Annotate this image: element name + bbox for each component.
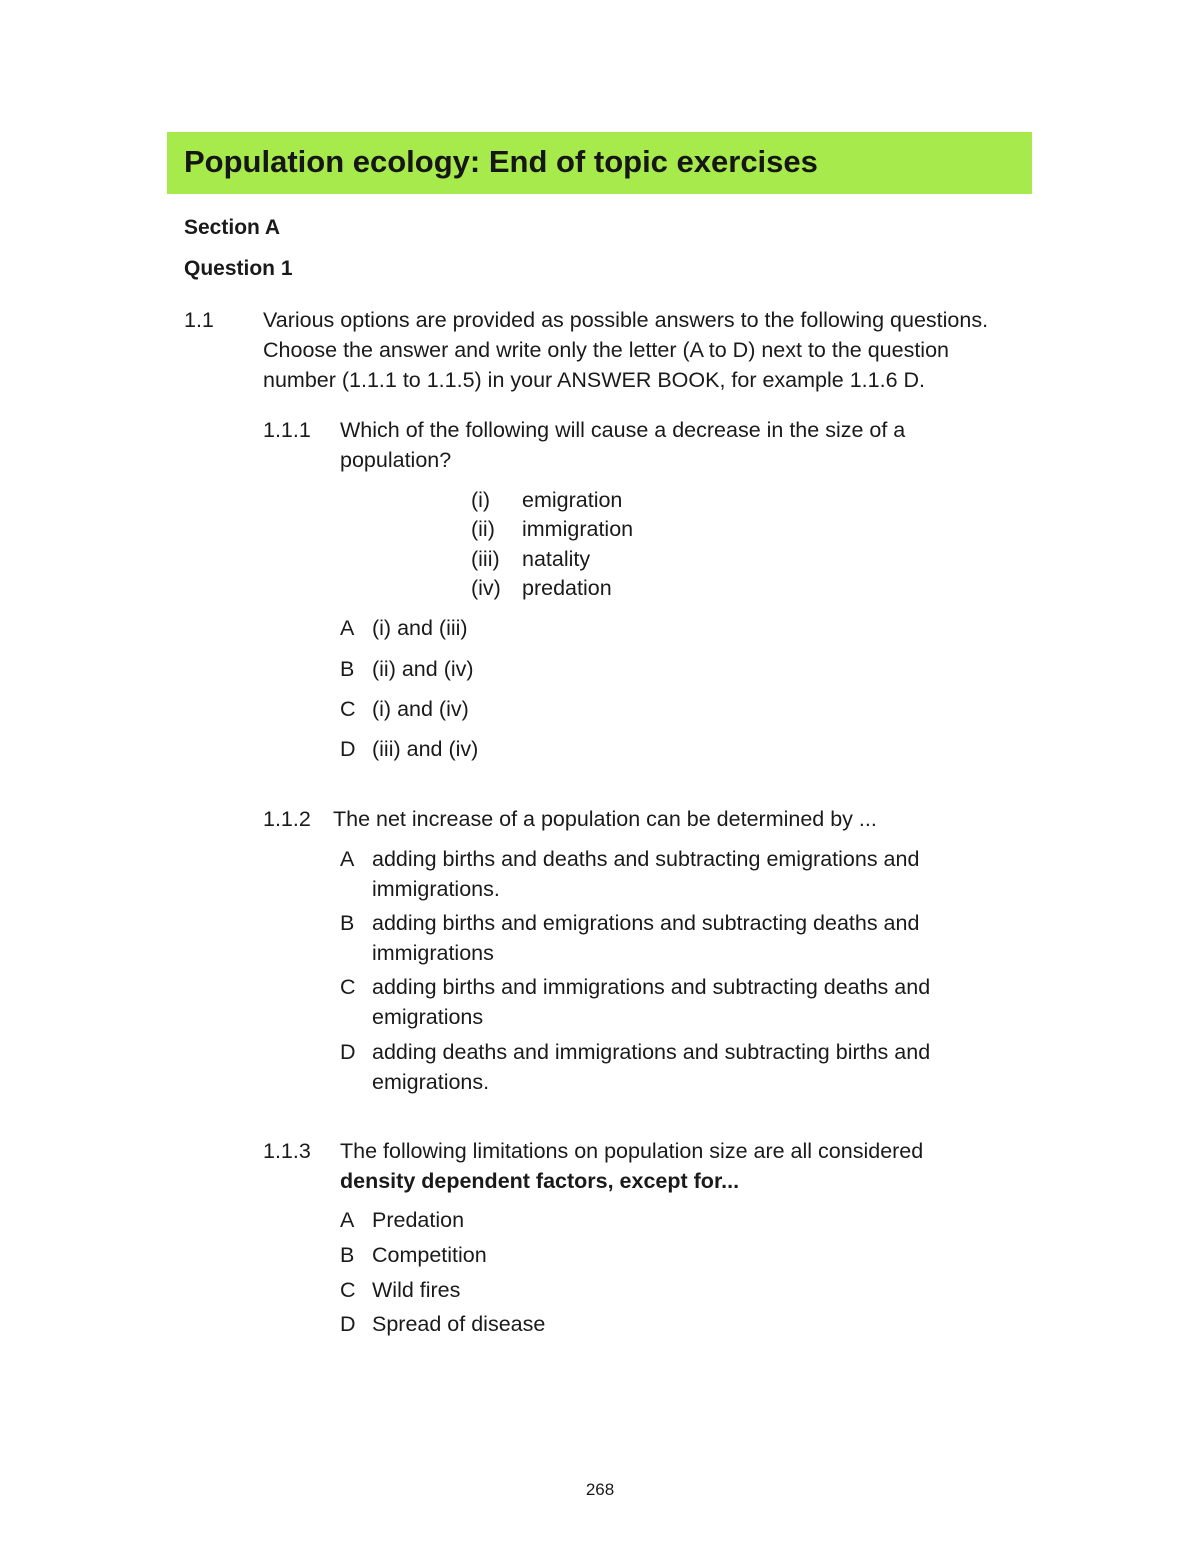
instruction-line: Various options are provided as possible answers to the following questions.	[263, 308, 989, 332]
factor-text: natality	[522, 547, 591, 571]
option-text: immigrations.	[372, 877, 500, 901]
question-stem-emphasis: density dependent factors, except for...	[340, 1169, 740, 1193]
factor-label: (iii)	[471, 547, 500, 571]
option-text: (iii) and (iv)	[372, 737, 479, 761]
option-text: adding births and deaths and subtracting emigrations and	[372, 847, 920, 871]
question-heading: Question 1	[184, 257, 293, 280]
factor-label: (ii)	[471, 517, 495, 541]
option-text: immigrations	[372, 941, 494, 965]
option-text: adding births and emigrations and subtracting deaths and	[372, 911, 920, 935]
question-number-1-1-1: 1.1.1	[263, 418, 311, 442]
page-number: 268	[585, 1480, 615, 1499]
option-letter: C	[340, 697, 356, 721]
factor-text: immigration	[522, 517, 634, 541]
option-letter: A	[340, 847, 355, 871]
option-letter: B	[340, 657, 355, 681]
instruction-line: Choose the answer and write only the letter (A to D) next to the question	[263, 338, 949, 362]
option-letter: C	[340, 975, 356, 999]
option-text: (i) and (iv)	[372, 697, 469, 721]
factor-text: emigration	[522, 488, 623, 512]
option-text: emigrations	[372, 1005, 484, 1029]
factor-label: (i)	[471, 488, 491, 512]
option-letter: D	[340, 737, 356, 761]
option-text: Competition	[372, 1243, 487, 1267]
option-text: (ii) and (iv)	[372, 657, 474, 681]
option-text: (i) and (iii)	[372, 616, 468, 640]
question-number-1-1-2: 1.1.2	[263, 807, 311, 831]
factor-text: predation	[522, 576, 612, 600]
option-letter: D	[340, 1312, 356, 1336]
option-text: adding deaths and immigrations and subtracting births and	[372, 1040, 931, 1064]
question-number-1-1-3: 1.1.3	[263, 1139, 311, 1163]
option-text: Spread of disease	[372, 1312, 546, 1336]
page-title: Population ecology: End of topic exercises	[184, 144, 818, 179]
option-text: emigrations.	[372, 1070, 490, 1094]
option-letter: C	[340, 1278, 356, 1302]
instruction-line: number (1.1.1 to 1.1.5) in your ANSWER BOOK, for example 1.1.6 D.	[263, 368, 926, 392]
option-text: Wild fires	[372, 1278, 461, 1302]
question-stem: Which of the following will cause a decrease in the size of a	[340, 418, 906, 442]
question-stem: population?	[340, 448, 452, 472]
question-stem: The following limitations on population size are all considered	[340, 1139, 924, 1163]
option-letter: B	[340, 911, 355, 935]
question-number-1-1: 1.1	[184, 308, 214, 332]
factor-label: (iv)	[471, 576, 501, 600]
option-letter: D	[340, 1040, 356, 1064]
option-letter: A	[340, 616, 355, 640]
option-text: adding births and immigrations and subtracting deaths and	[372, 975, 931, 999]
title-banner	[167, 132, 1032, 194]
section-heading: Section A	[184, 216, 281, 239]
question-stem: The net increase of a population can be determined by ...	[333, 807, 877, 831]
option-letter: B	[340, 1243, 355, 1267]
option-text: Predation	[372, 1208, 465, 1232]
option-letter: A	[340, 1208, 355, 1232]
